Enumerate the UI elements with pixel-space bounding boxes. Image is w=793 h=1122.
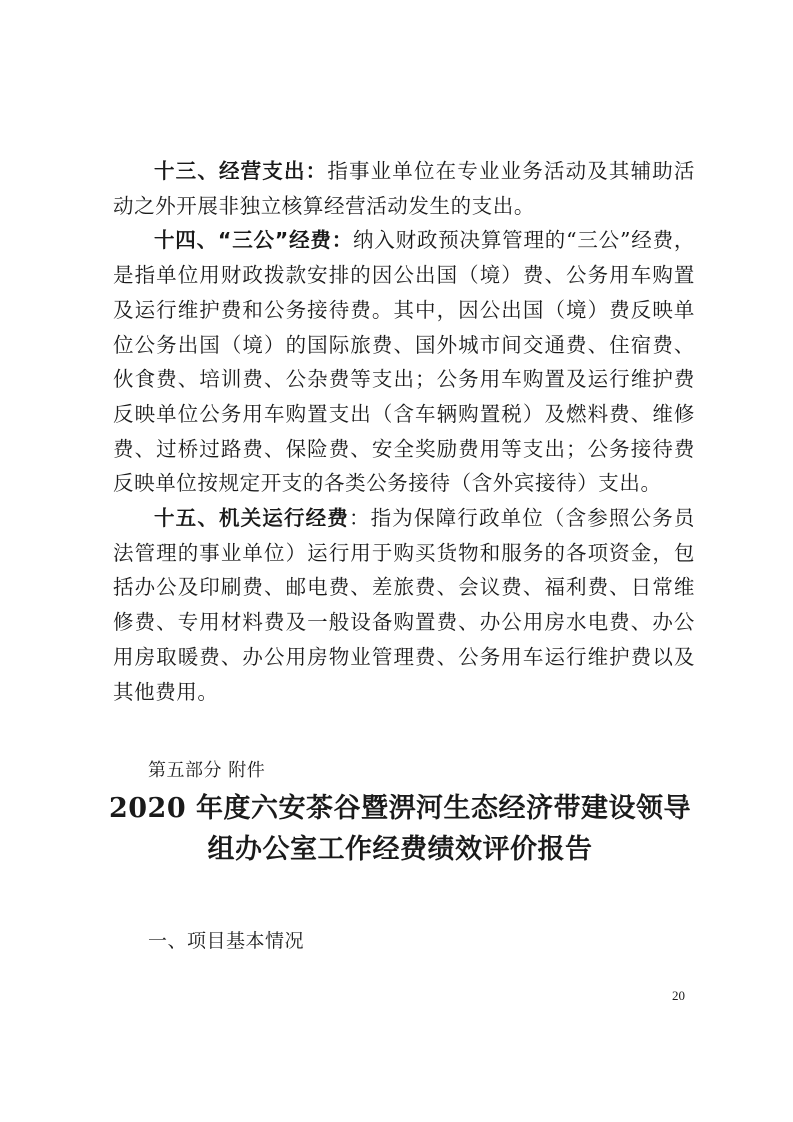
- definition-term: 十四、“三公”经费: [154, 228, 332, 253]
- report-title-line-2: 组办公室工作经费绩效评价报告: [207, 834, 593, 865]
- definition-separator: ：: [348, 506, 371, 531]
- definition-13: [113, 154, 695, 223]
- definition-14: [113, 223, 695, 501]
- definition-text: 指事业单位在专业业务活动及其辅助活动之外开展非独立核算经营活动发生的支出。: [113, 159, 696, 218]
- definition-separator: ：: [331, 228, 354, 253]
- definitions-block: [113, 154, 695, 709]
- part-title: 第五部分 附件: [148, 760, 266, 781]
- definition-text: 纳入财政预决算管理的“三公”经费，是指单位用财政拨款安排的因公出国（境）费、公务用车购置及运行维护费和公务接待费。其中，因公出国（境）费反映单位公务出国（境）的国际旅费、国外城市间交通费、住宿费、伙食费、培训费、公杂费等支出；公务用车购置及运行维护费反映单位公务用车购置支出（含车辆购置税）及燃料费、维修费、过桥过路费、保险费、安全奖励费用等支出；公务接待费反映单位按规定开支的各类公务接待（含外宾接待）支出。: [113, 228, 695, 496]
- definition-text: 指为保障行政单位（含参照公务员法管理的事业单位）运行用于购买货物和服务的各项资金，包括办公及印刷费、邮电费、差旅费、会议费、福利费、日常维修费、专用材料费及一般设备购置费、办公用房水电费、办公用房取暖费、办公用房物业管理费、公务用车运行维护费以及其他费用。: [113, 506, 696, 704]
- definition-separator: ：: [305, 159, 328, 183]
- definition-term: 十五、机关运行经费: [154, 506, 349, 531]
- report-title: [100, 788, 700, 870]
- page-number: 20: [672, 988, 685, 1003]
- definition-15: [113, 501, 695, 709]
- section-heading: 一、项目基本情况: [148, 930, 305, 952]
- definition-term: 十三、经营支出: [154, 159, 306, 183]
- report-title-line-1: 2020 年度六安茶谷暨淠河生态经济带建设领导: [108, 793, 692, 824]
